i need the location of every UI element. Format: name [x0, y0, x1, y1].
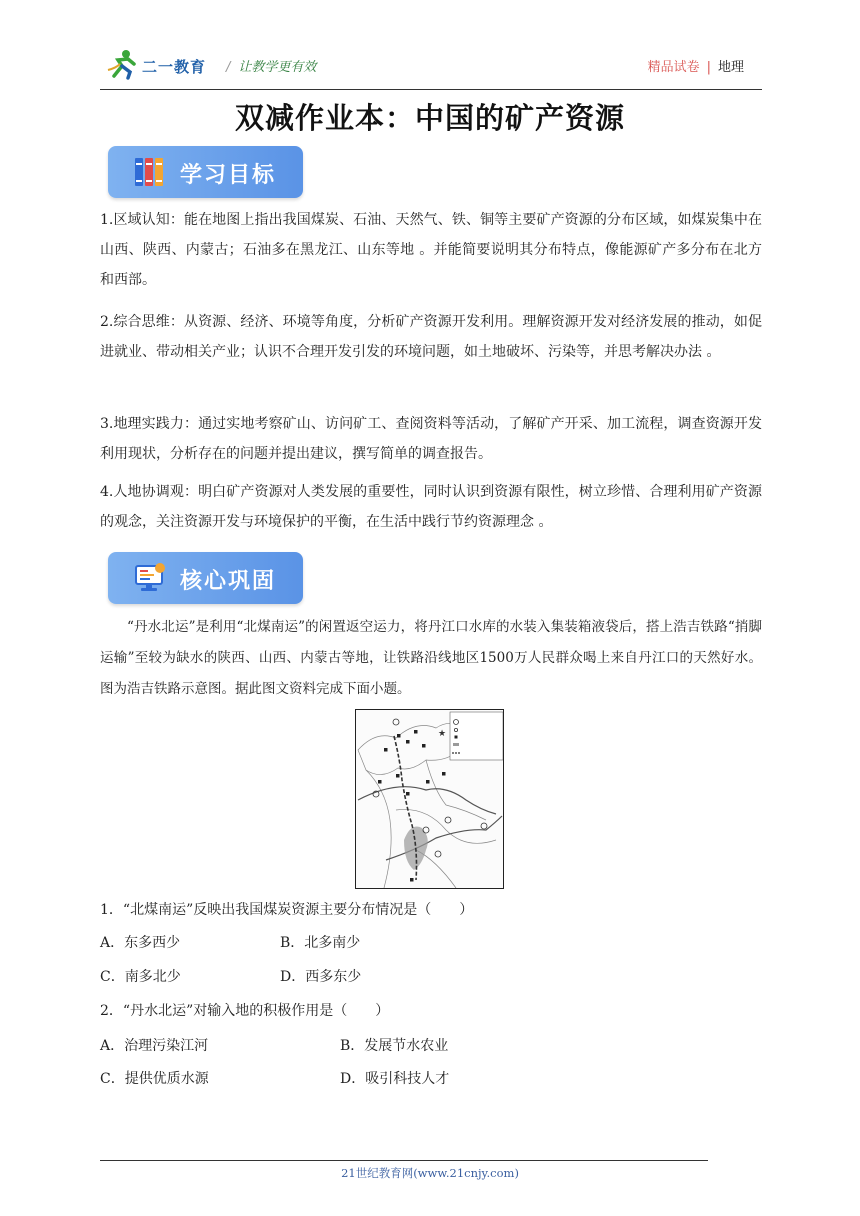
subject-tag: 地理	[717, 60, 744, 75]
railway-map	[355, 709, 504, 889]
goal-item: 2.综合思维：从资源、经济、环境等角度，分析矿产资源开发利用。理解资源开发对经济发展的推动，如促进就业、带动相关产业；认识不合理开发引发的环境问题，如土地破坏、污染等，并思考解决办法 。	[100, 314, 762, 360]
logo-text: 二一教育	[142, 58, 207, 76]
section-banner-goals	[108, 146, 303, 198]
answer-option[interactable]: B．北多南少	[280, 935, 361, 951]
page-header	[100, 44, 762, 90]
logo	[106, 48, 224, 80]
footer-divider	[100, 1160, 708, 1161]
runner-logo-icon	[106, 48, 140, 80]
answer-option[interactable]: D．吸引科技人才	[340, 1071, 450, 1087]
reading-passage: “丹水北运”是利用“北煤南运”的闲置返空运力，将丹江口水库的水装入集装箱液袋后，搭上浩吉铁路“捎脚运输”至较为缺水的陕西、山西、内蒙古等地，让铁路沿线地区1500万人民群众喝上来自丹江口的天然好水。图为浩吉铁路示意图。据此图文资料完成下面小题。	[100, 619, 762, 697]
slogan-text: 让教学更有效	[238, 60, 317, 75]
page-title: 双减作业本：中国的矿产资源	[234, 101, 625, 135]
header-tags	[648, 56, 744, 75]
books-icon	[132, 154, 168, 190]
answer-option[interactable]: A．东多西少	[100, 935, 181, 951]
question-stem: 2．“丹水北运”对输入地的积极作用是（ ）	[100, 1003, 390, 1019]
slogan	[226, 56, 316, 75]
goal-item: 3.地理实践力：通过实地考察矿山、访问矿工、查阅资料等活动，了解矿产开采、加工流程，调查资源开发利用现状，分析存在的问题并提出建议，撰写简单的调查报告。	[100, 416, 762, 462]
svg-text:★: ★	[438, 729, 447, 739]
answer-option[interactable]: C．南多北少	[100, 969, 181, 985]
quality-tag: 精品试卷	[647, 60, 700, 75]
answer-option[interactable]: A．治理污染江河	[100, 1038, 209, 1054]
computer-icon	[132, 560, 168, 596]
map-drawing	[356, 710, 504, 889]
question-stem: 1．“北煤南运”反映出我国煤炭资源主要分布情况是（ ）	[100, 902, 474, 918]
goal-item: 1.区域认知：能在地图上指出我国煤炭、石油、天然气、铁、铜等主要矿产资源的分布区域，如煤炭集中在山西、陕西、内蒙古；石油多在黑龙江、山东等地 。并能简要说明其分布特点，像能源矿产多分布在北方和西部。	[100, 212, 762, 288]
footer-text[interactable]: 21世纪教育网(www.21cnjy.com)	[341, 1166, 519, 1180]
goal-item: 4.人地协调观：明白矿产资源对人类发展的重要性，同时认识到资源有限性，树立珍惜、合理利用矿产资源的观念，关注资源开发与环境保护的平衡，在生活中践行节约资源理念 。	[100, 484, 762, 530]
section-banner-core	[108, 552, 303, 604]
section-title-goals: 学习目标	[180, 163, 277, 188]
answer-option[interactable]: B．发展节水农业	[340, 1038, 449, 1054]
tag-divider: |	[706, 60, 711, 75]
answer-option[interactable]: D．西多东少	[280, 969, 362, 985]
section-title-core: 核心巩固	[180, 569, 277, 594]
slogan-divider: /	[226, 60, 231, 75]
answer-option[interactable]: C．提供优质水源	[100, 1071, 209, 1087]
